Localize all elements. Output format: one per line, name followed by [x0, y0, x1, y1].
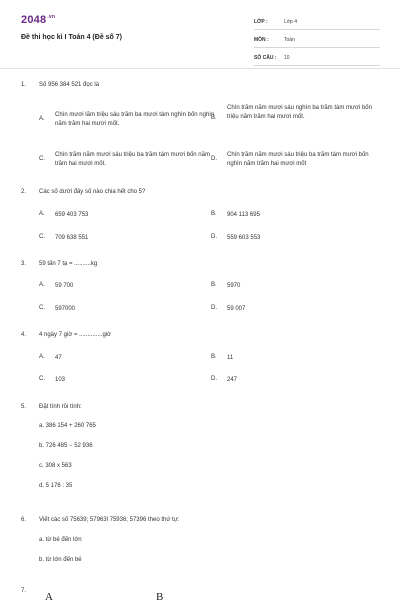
option-text: Chín mươi lăm triệu sáu trăm ba mươi tám nghìn bốn nghìn năm trăm hai mươi mốt.: [55, 112, 215, 127]
option-text: 904 113 695: [227, 212, 260, 218]
option-letter: B.: [211, 115, 217, 121]
question-number: 3.: [21, 261, 27, 267]
question-text: Viết các số 75639; 57963l 75936; 57396 theo thứ tự:: [39, 517, 180, 523]
sub-item: b. từ lớn đến bé: [39, 557, 82, 563]
meta-row-subject: [254, 33, 380, 48]
option-text: 597000: [55, 306, 76, 312]
option-text: 47: [55, 355, 62, 361]
meta-row-count: [254, 51, 380, 66]
option-letter: D.: [211, 234, 217, 240]
question-text: 59 tấn 7 tạ = ..........kg: [39, 261, 98, 267]
option-letter: B.: [211, 282, 217, 288]
option-letter: A.: [39, 282, 45, 288]
question-number: 7.: [21, 588, 27, 594]
meta-label: SỐ CÂU :: [254, 55, 277, 61]
option-text: Chín trăm năm mươi sáu nghìn ba trăm tám mươi bốn triệu năm trăm hai mươi mốt.: [227, 105, 372, 120]
option-text: 59 700: [55, 283, 74, 289]
option-letter: C.: [39, 234, 45, 240]
question-text: Số 956 384 521 đọc là: [39, 82, 100, 88]
question-text: Các số dưới đây số nào chia hết cho 5?: [39, 189, 146, 195]
meta-value: Lớp 4: [284, 19, 298, 25]
sub-item: a. từ bé đến lớn: [39, 537, 82, 543]
question-number: 6.: [21, 517, 27, 523]
option-letter: A.: [39, 211, 45, 217]
option-text: 103: [55, 377, 66, 383]
option-letter: A.: [39, 116, 45, 122]
option-letter: D.: [211, 305, 217, 311]
option-letter: C.: [39, 156, 45, 162]
option-text: 5970: [227, 283, 241, 289]
option-letter: C.: [39, 376, 45, 382]
option-letter: B.: [211, 211, 217, 217]
sub-item: d. 5 176 : 35: [39, 483, 73, 489]
option-letter: C.: [39, 305, 45, 311]
option-text: 247: [227, 377, 238, 383]
question-number: 4.: [21, 332, 27, 338]
question-number: 2.: [21, 189, 27, 195]
option-text: 709 638 551: [55, 235, 89, 241]
exam-meta: [254, 15, 380, 69]
sub-item: a. 386 154 + 260 765: [39, 423, 96, 429]
meta-row-class: [254, 15, 380, 30]
option-letter: B.: [211, 354, 217, 360]
logo-suffix: .vn: [47, 14, 56, 20]
figure-label-a: A: [45, 591, 53, 603]
sub-item: b. 726 485 − 52 936: [39, 443, 93, 449]
logo-text: 2048: [21, 14, 47, 26]
question-text: 4 ngày 7 giờ = ..............giờ: [39, 332, 112, 338]
option-text: Chín trăm năm mươi sáu triệu ba trăm tám mươi bốn nghìn năm trăm hai mươi mốt: [227, 152, 369, 167]
option-text: 559 603 553: [227, 235, 261, 241]
meta-label: LỚP :: [254, 19, 268, 25]
site-logo[interactable]: [21, 14, 55, 26]
header-divider: [0, 68, 400, 69]
option-letter: D.: [211, 376, 217, 382]
sub-item: c. 308 x 563: [39, 463, 72, 469]
meta-value: Toán: [284, 37, 295, 43]
option-text: 11: [227, 355, 234, 361]
option-text: 659 403 753: [55, 212, 89, 218]
option-text: Chín trăm năm mươi sáu triệu ba trăm tám mươi bốn năm trăm hai mươi mốt.: [55, 152, 210, 167]
question-number: 1.: [21, 82, 27, 88]
meta-label: MÔN :: [254, 37, 269, 43]
exam-title: Đề thi học kì I Toán 4 (Đề số 7): [21, 34, 122, 41]
question-text: Đặt tính rồi tính:: [39, 404, 82, 410]
question-number: 5.: [21, 404, 27, 410]
option-text: 59 007: [227, 306, 246, 312]
option-letter: A.: [39, 354, 45, 360]
meta-value: 10: [284, 55, 290, 61]
figure-label-b: B: [156, 591, 164, 603]
option-letter: D.: [211, 156, 217, 162]
